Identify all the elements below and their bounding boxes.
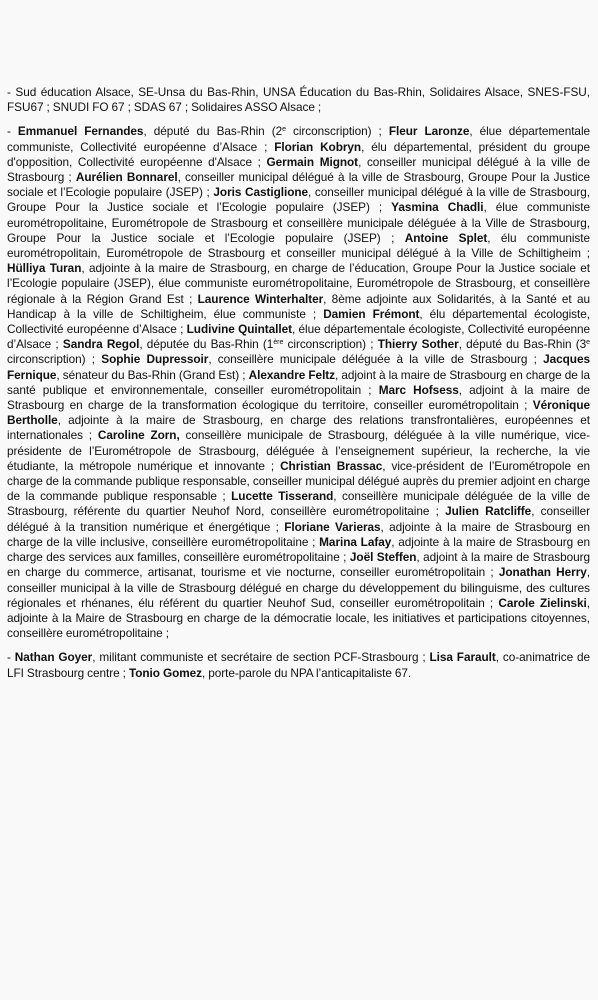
person-name: Lucette Tisserand: [231, 489, 334, 504]
text-segment: , conseillère municipale déléguée de la ville de Strasbourg, référente du quartier Neuhof Nord, conseillère eurométropolitaine ;: [7, 489, 590, 519]
text-segment: , co-animatrice de LFI Strasbourg centre ;: [7, 650, 591, 680]
text-segment: , adjointe à la maire de Strasbourg en charge de la ville inclusive, conseillère eurométropolitaine ;: [7, 519, 590, 549]
text-segment: , élu départemental, président du groupe d'opposition, Collectivité européenne d'Alsace ;: [7, 139, 590, 169]
text-segment: , porte-parole du NPA l’anticapitaliste 67.: [202, 665, 412, 680]
paragraph-activists: [7, 650, 590, 680]
person-name: Joris Castiglione: [213, 185, 309, 200]
person-name: Tonio Gomez: [128, 665, 203, 680]
text-segment: , conseiller municipal délégué à la ville de Strasbourg, Groupe Pour la Justice sociale et l’Ecologie populaire (JSEP) ;: [7, 185, 590, 215]
person-name: Marina Lafay: [319, 534, 392, 549]
person-name: Christian Brassac: [280, 458, 383, 473]
person-name: Thierry Sother: [377, 337, 459, 352]
person-name: Véronique Bertholle: [7, 398, 590, 428]
text-segment: , adjoint à la maire de Strasbourg en charge du commerce, artisanat, tourisme et vie nocturne, conseiller eurométropolitain ;: [7, 550, 590, 580]
text-segment: , conseillère municipale déléguée à la ville de Strasbourg ;: [208, 352, 544, 367]
text-segment: , conseiller municipal à la ville de Strasbourg délégué en charge du développement du bilinguisme, des cultures régionales et rhénanes, élu référent du quartier Neuhof Sud, conseiller eurométropolitain ;: [7, 565, 590, 610]
person-name: Ludivine Quintallet: [186, 322, 292, 337]
text-segment: circonscription) ;: [7, 352, 102, 367]
text-segment: , 8ème adjointe aux Solidarités, à la Santé et au Handicap à la ville de Schiltigheim, élue communiste ;: [7, 291, 590, 321]
text-segment: , militant communiste et secrétaire de section PCF-Strasbourg ;: [92, 650, 430, 665]
person-name: Sophie Dupressoir: [101, 352, 209, 367]
text-segment: , député du Bas-Rhin (2: [143, 124, 283, 139]
text-segment: , conseiller municipal délégué à la ville de Strasbourg, Groupe Pour la Justice sociale et l’Ecologie populaire (JSEP) ;: [7, 170, 590, 200]
person-name: Yasmina Chadli: [391, 200, 484, 215]
text-segment: , adjoint à la maire de Strasbourg en charge de la santé publique et environnementale, conseiller eurométropolitain ;: [7, 367, 590, 397]
ordinal-superscript: e: [282, 126, 286, 134]
person-name: Joël Steffen: [349, 550, 417, 565]
text-segment: circonscription) ;: [285, 124, 389, 139]
text-segment: , élue départementale écologiste, Collectivité européenne d’Alsace ;: [7, 322, 590, 352]
person-name: Jonathan Herry: [498, 565, 587, 580]
text-segment: , députée du Bas-Rhin (1: [139, 337, 274, 352]
person-name: Sandra Regol: [62, 337, 140, 352]
text-segment: conseillère municipale de Strasbourg, déléguée à la ville numérique, vice-présidente de l’Eurométropole de Strasbourg, déléguée à l’enseignement supérieur, la recherche, la vie étudiante, la métropole numérique et innovante ;: [7, 428, 590, 473]
person-name: Florian Kobryn: [274, 139, 362, 154]
text-segment: -: [7, 124, 18, 139]
person-name: Alexandre Feltz: [248, 367, 336, 382]
person-name: Carole Zielinski: [498, 595, 587, 610]
text-segment: , élu départemental écologiste, Collectivité européenne d’Alsace ;: [7, 306, 590, 337]
person-name: Lisa Farault: [429, 650, 496, 665]
text-segment: , vice-président de l’Eurométropole en charge de la commande publique responsable, conseiller municipal délégué auprès du premier adjoint en charge de la commande publique responsable ;: [7, 458, 590, 504]
person-name: Hülliya Turan: [7, 261, 82, 276]
person-name: Germain Mignot: [266, 154, 359, 169]
person-name: Floriane Varieras: [284, 519, 381, 534]
person-name: Marc Hofsess: [378, 382, 459, 397]
text-segment: , élue communiste eurométropolitaine, Eurométropole de Strasbourg et conseillère municipale déléguée à la Ville de Strasbourg, Groupe Pour la Justice sociale et l’Ecologie populaire (JSEP) ;: [7, 200, 590, 245]
person-name: Laurence Winterhalter: [197, 291, 324, 306]
text-segment: , adjoint à la maire de Strasbourg en charge de la transformation écologique du territoire, conseiller eurométropolitain ;: [7, 382, 590, 413]
text-segment: , adjointe à la maire de Strasbourg, en charge des relations transfrontalières, européennes et internationales ;: [7, 413, 590, 443]
person-name: Aurélien Bonnarel: [75, 170, 178, 185]
person-name: Fleur Laronze: [388, 124, 470, 139]
text-segment: , député du Bas-Rhin (3: [458, 337, 587, 352]
text-segment: , adjointe à la maire de Strasbourg, en charge de l’éducation, Groupe Pour la Justice sociale et l’Ecologie populaire (JSEP), élue communiste eurométropolitaine, Eurométropole de Strasbourg, et conseillère régionale à la Région Grand Est ;: [7, 261, 590, 306]
text-segment: , conseiller délégué à la transition numérique et énergétique ;: [7, 504, 590, 534]
text-segment: circonscription) ;: [283, 337, 378, 352]
text-segment: - Sud éducation Alsace, SE-Unsa du Bas-Rhin, UNSA Éducation du Bas-Rhin, Solidaires Alsace, SNES-FSU, FSU67 ; SNUDI FO 67 ; SDAS 67 ; Solidaires ASSO Alsace ;: [7, 85, 590, 115]
text-segment: , élu communiste eurométropolitain, Eurométropole de Strasbourg et conseiller municipal délégué à la Ville de Schiltigheim ;: [7, 230, 590, 261]
text-segment: , élue départementale communiste, Collectivité européenne d’Alsace ;: [7, 124, 591, 154]
text-segment: , sénateur du Bas-Rhin (Grand Est) ;: [56, 367, 249, 382]
person-name: Antoine Splet: [404, 230, 488, 245]
person-name: Nathan Goyer: [14, 650, 93, 665]
paragraph-elected-officials: [7, 124, 590, 641]
person-name: Damien Frémont: [323, 306, 420, 321]
text-segment: -: [7, 650, 15, 665]
person-name: Jacques Fernique: [7, 352, 590, 382]
text-segment: , adjointe à la maire de Strasbourg en charge des services aux familles, conseillère eurométropolitaine ;: [7, 534, 590, 565]
ordinal-superscript: ère: [273, 339, 284, 347]
person-name: Julien Ratcliffe: [445, 504, 532, 519]
text-segment: , adjointe à la Maire de Strasbourg en charge de la démocratie locale, les initiatives et participations citoyennes, conseillère eurométropolitaine ;: [7, 595, 590, 641]
ordinal-superscript: e: [586, 339, 590, 347]
person-name: Caroline Zorn,: [97, 428, 180, 443]
text-segment: , conseiller municipal délégué à la ville de Strasbourg ;: [7, 154, 590, 185]
paragraph-unions: [7, 85, 590, 115]
person-name: Emmanuel Fernandes: [17, 124, 144, 139]
